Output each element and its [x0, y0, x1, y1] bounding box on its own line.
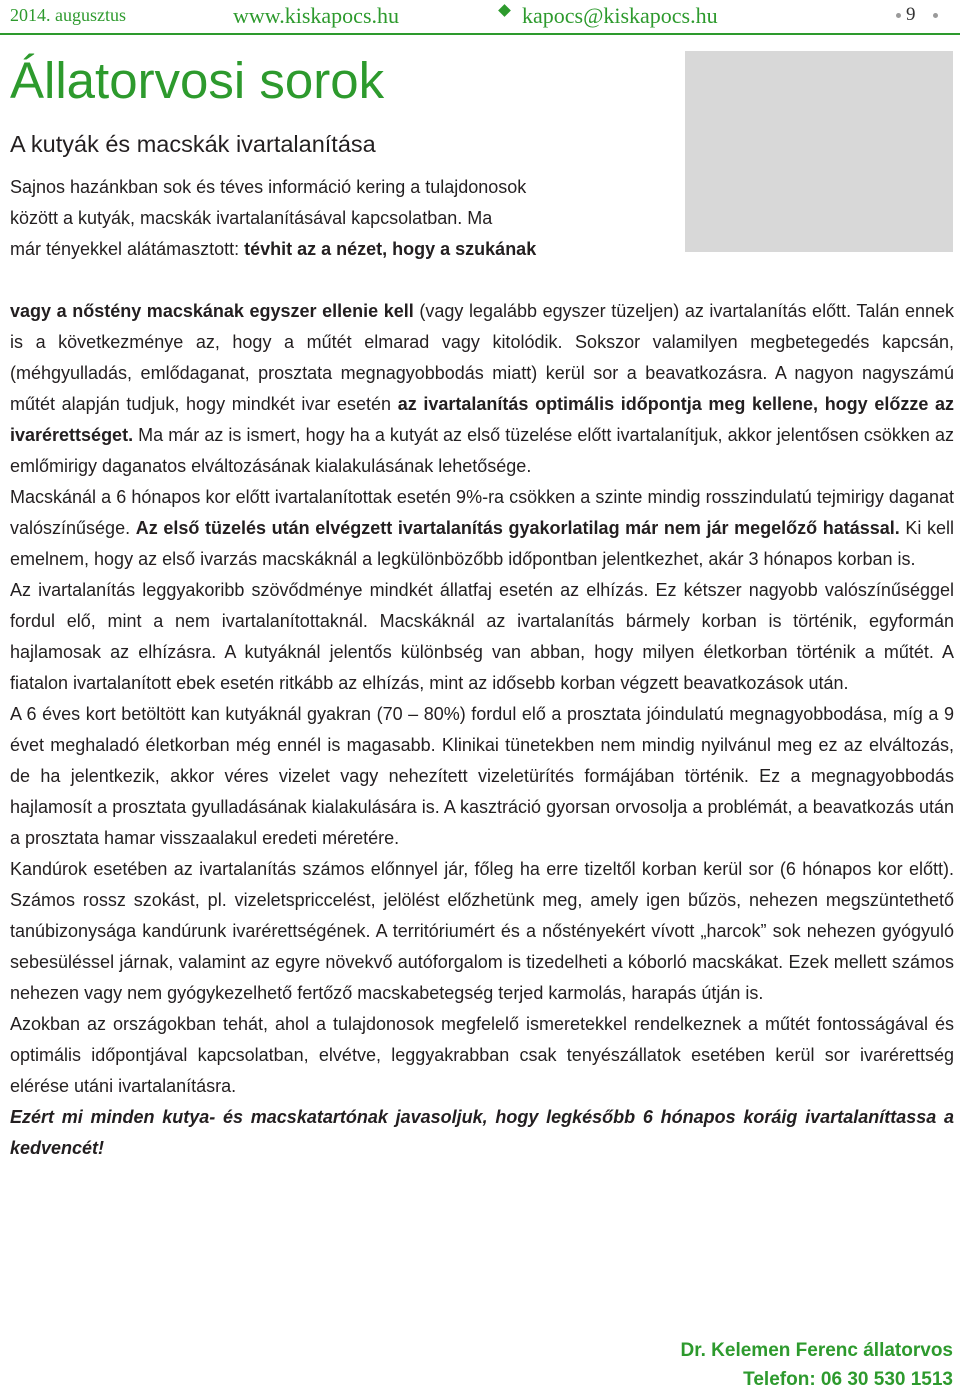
- intro-line: [10, 234, 954, 265]
- text: Ma már az is ismert, hogy ha a kutyát az első tüzelése előtt ivartalanítjuk, akkor jelentősen csökken az emlőmirigy daganatos elváltozásának kialakulásának lehetősége.: [10, 425, 954, 476]
- author-name: Dr. Kelemen Ferenc állatorvos: [680, 1340, 953, 1361]
- page-number: 9: [906, 4, 916, 25]
- section-title: Állatorvosi sorok: [10, 52, 385, 109]
- paragraph: A 6 éves kort betöltött kan kutyáknál gyakran (70 – 80%) fordul elő a prosztata jóindulatú megnagyobbodása, míg a 9 évet meghaladó életkorban még ennél is magasabb. Klinikai tünetekben nem mindig nyilvánul meg ez az elváltozás, de ha jelentkezik, akkor véres vizelet vagy nehezített vizeletürítés formájában történik. Ez a megnagyobbodás hajlamosít a prosztata gyulladásának kialakulására is. A kasztráció gyorsan orvosolja a problémát, a beavatkozás után a prosztata hamar visszaalakul eredeti méretére.: [10, 704, 954, 848]
- article-intro: [10, 172, 954, 265]
- text: Macskánál a 6 hónapos kor előtt ivartalanítottak esetén 9%-ra csökken a szinte mindig rosszindulatú tejmirigy daganat valószínűsége.: [10, 487, 954, 538]
- website-link[interactable]: www.kiskapocs.hu: [233, 3, 399, 28]
- dot-icon: [896, 13, 901, 18]
- paragraph: [10, 482, 954, 575]
- paragraph: Kandúrok esetében az ivartalanítás számos előnnyel jár, főleg ha erre tizeltől korban kerül sor (6 hónapos kor előtt). Számos rossz szokást, pl. vizeletspriccelést, jelölést előzhetünk meg, amely igen bűzös, nehezen megszüntethető tanúbizonysága kandúrunk ivarérettségének. A territóriumért és a nőstényekért vívott „harcok” sok nehezen gyógyuló sebesüléssel járnak, valamint az egyre növekvő autóforgalom is tizedelheti a kóborló macskákat. Ezek mellett számos nehezen vagy nem gyógykezelhető fertőző macskabetegség terjed karmolás, harapás útján is.: [10, 859, 954, 1003]
- diamond-separator-icon: [498, 4, 511, 17]
- issue-date: 2014. augusztus: [10, 5, 126, 25]
- article-subtitle: A kutyák és macskák ivartalanítása: [10, 131, 376, 157]
- text: (vagy legalább egyszer tüzeljen) az ivartalanítás előtt. Talán ennek is a következménye az, hogy a műtét elmarad vagy kitolódik. Sokszor valamilyen megbetegedés kapcsán, (méhgyulladás, emlődaganat, prosztata megnagyobbodás miatt) kerül sor a beavatkozásra. A nagyon nagyszámú műtét alapján tudjuk, hogy mindkét ivar esetén: [10, 301, 955, 414]
- emphasis: Az első tüzelés után elvégzett ivartalanítás gyakorlatilag már nem jár megelőző hatással.: [135, 518, 900, 538]
- paragraph: Azokban az országokban tehát, ahol a tulajdonosok megfelelő ismeretekkel rendelkeznek a műtét fontosságával és optimális időpontjával kapcsolatban, elvétve, leggyakrabban csak tenyészállatok esetében kerül sor ivarérettség elérése utáni ivartalanításra.: [10, 1014, 954, 1096]
- author-signature: [681, 1336, 953, 1394]
- paragraph: Az ivartalanítás leggyakoribb szövődménye mindkét állatfaj esetén az elhízás. Ez kétszer nagyobb valószínűséggel fordul elő, mint a nem ivartalanítottaknál. Macskáknál az ivartalanítás bármely korban is történik, egyformán hajlamosak az elhízásra. A kutyáknál jelentős különbség van abban, hogy milyen életkorban történik a műtét. A fiatalon ivartalanított ebek esetén ritkább az elhízás, mint az idősebb korban végzett beavatkozások után.: [10, 580, 954, 693]
- page-header: [0, 0, 960, 34]
- header-divider: [0, 33, 960, 35]
- emphasis: vagy a nőstény macskának egyszer ellenie kell: [10, 301, 414, 321]
- article-body: [10, 296, 954, 1164]
- intro-text: már tényekkel alátámasztott:: [10, 239, 245, 259]
- dot-icon: [933, 13, 938, 18]
- author-phone: Telefon: 06 30 530 1513: [743, 1369, 953, 1390]
- intro-line: Sajnos hazánkban sok és téves információ kering a tulajdonosok: [10, 177, 527, 197]
- text: Ki kell emelnem, hogy az első ivarzás macskáknál a legkülönbözőbb időpontban jelentkezhet, akár 3 hónapos korban is.: [10, 518, 955, 569]
- intro-line: között a kutyák, macskák ivartalanításával kapcsolatban. Ma: [10, 208, 493, 228]
- email-link[interactable]: kapocs@kiskapocs.hu: [522, 3, 718, 28]
- paragraph: [10, 296, 954, 482]
- intro-emphasis: tévhit az a nézet, hogy a szukának: [244, 239, 537, 259]
- closing-recommendation: Ezért mi minden kutya- és macskatartónak javasoljuk, hogy legkésőbb 6 hónapos koráig ivartalaníttassa a kedvencét!: [10, 1107, 954, 1158]
- emphasis: az ivartalanítás optimális időpontja meg kellene, hogy előzze az ivarérettséget.: [10, 394, 954, 445]
